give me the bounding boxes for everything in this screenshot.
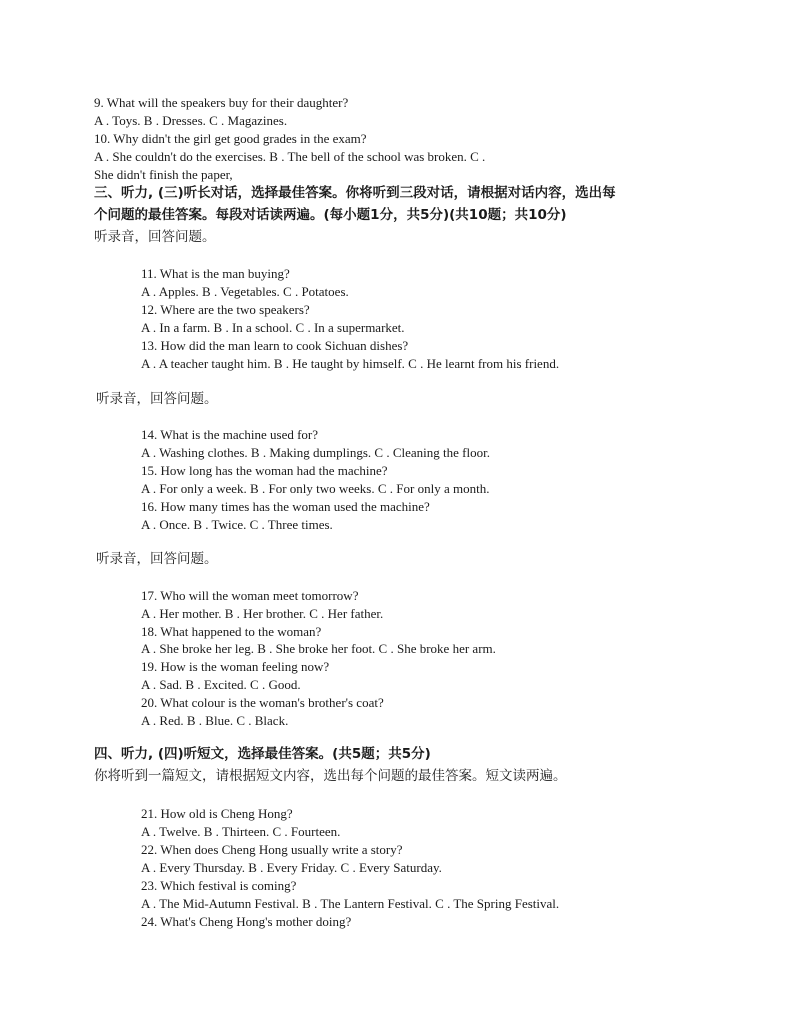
question-15-options: A . For only a week. B . For only two weeks. C . For only a month.: [141, 481, 490, 496]
question-16-options: A . Once. B . Twice. C . Three times.: [141, 517, 333, 532]
question-19-options: A . Sad. B . Excited. C . Good.: [141, 677, 301, 692]
question-12: 12. Where are the two speakers?: [141, 302, 310, 317]
question-15: 15. How long has the woman had the machine?: [141, 463, 388, 478]
section-3-intro-3: 听录音，回答问题。: [96, 551, 218, 567]
question-19: 19. How is the woman feeling now?: [141, 659, 330, 674]
question-12-options: A . In a farm. B . In a school. C . In a supermarket.: [141, 320, 405, 335]
question-11-options: A . Apples. B . Vegetables. C . Potatoes.: [141, 284, 349, 299]
question-9-options: A . Toys. B . Dresses. C . Magazines.: [94, 113, 288, 128]
section-3-heading-line-1: 三、听力, (三)听长对话，选择最佳答案。你将听到三段对话，请根据对话内容，选出每: [94, 185, 616, 201]
question-13: 13. How did the man learn to cook Sichuan dishes?: [141, 338, 409, 353]
section-4-heading: 四、听力, (四)听短文，选择最佳答案。(共5题；共5分): [94, 746, 431, 762]
question-10-options: A . She couldn't do the exercises. B . The bell of the school was broken. C .: [94, 149, 486, 164]
question-20: 20. What colour is the woman's brother's coat?: [141, 695, 384, 710]
question-16: 16. How many times has the woman used the machine?: [141, 499, 430, 514]
question-14-options: A . Washing clothes. B . Making dumplings. C . Cleaning the floor.: [141, 445, 490, 460]
question-10: 10. Why didn't the girl get good grades in the exam?: [94, 131, 367, 146]
section-3-heading-line-2: 个问题的最佳答案。每段对话读两遍。(每小题1分，共5分)(共10题；共10分): [94, 207, 567, 223]
question-22-options: A . Every Thursday. B . Every Friday. C . Every Saturday.: [141, 860, 442, 875]
question-18-options: A . She broke her leg. B . She broke her foot. C . She broke her arm.: [141, 641, 496, 656]
section-3-intro-2: 听录音，回答问题。: [96, 391, 218, 407]
question-20-options: A . Red. B . Blue. C . Black.: [141, 713, 289, 728]
question-17-options: A . Her mother. B . Her brother. C . Her father.: [141, 606, 384, 621]
question-21: 21. How old is Cheng Hong?: [141, 806, 293, 821]
section-3-intro: 听录音，回答问题。: [94, 229, 216, 245]
question-9: 9. What will the speakers buy for their daughter?: [94, 95, 349, 110]
question-13-options: A . A teacher taught him. B . He taught by himself. C . He learnt from his friend.: [141, 356, 560, 371]
section-4-intro: 你将听到一篇短文，请根据短文内容，选出每个问题的最佳答案。短文读两遍。: [94, 768, 567, 784]
question-22: 22. When does Cheng Hong usually write a story?: [141, 842, 403, 857]
question-11: 11. What is the man buying?: [141, 266, 290, 281]
question-21-options: A . Twelve. B . Thirteen. C . Fourteen.: [141, 824, 341, 839]
question-17: 17. Who will the woman meet tomorrow?: [141, 588, 359, 603]
question-23: 23. Which festival is coming?: [141, 878, 297, 893]
question-23-options: A . The Mid-Autumn Festival. B . The Lantern Festival. C . The Spring Festival.: [141, 896, 560, 911]
question-18: 18. What happened to the woman?: [141, 624, 322, 639]
question-14: 14. What is the machine used for?: [141, 427, 319, 442]
question-24: 24. What's Cheng Hong's mother doing?: [141, 914, 352, 929]
question-10-options-cont: She didn't finish the paper,: [94, 167, 233, 182]
